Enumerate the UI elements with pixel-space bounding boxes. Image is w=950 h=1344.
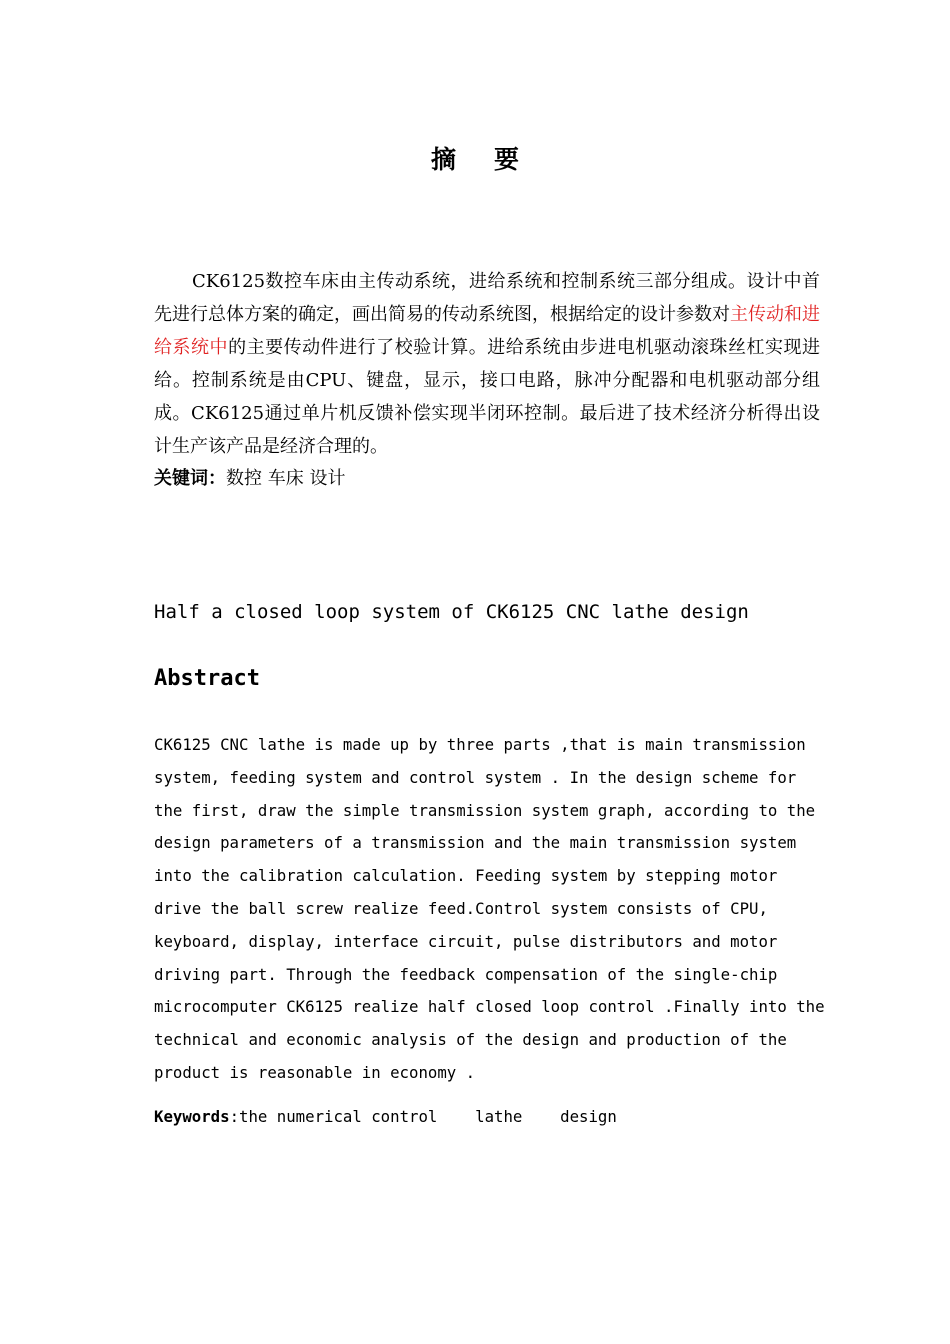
chinese-abstract-paragraph [154,265,820,463]
english-abstract-paragraph: CK6125 CNC lathe is made up by three parts ,that is main transmission system, feeding system and control system . In the design scheme for the first, draw the simple transmission system graph, according to the design parameters of a transmission and the main transmission system into the calibration calculation. Feeding system by stepping motor drive the ball screw realize feed.Control system consists of CPU, keyboard, display, interface circuit, pulse distributors and motor driving part. Through the feedback compensation of the single-chip microcomputer CK6125 realize half closed loop control .Finally into the technical and economic analysis of the design and production of the product is reasonable in economy . [154,735,825,1082]
english-title: Half a closed loop system of CK6125 CNC lathe design [154,601,749,623]
chinese-abstract-text-part1: CK6125数控车床由主传动系统，进给系统和控制系统三部分组成。设计中首先进行总体方案的确定，画出简易的传动系统图，根据给定的设计参数对 [154,271,820,325]
chinese-keywords-text: 数控 车床 设计 [226,468,346,489]
english-keywords [154,1102,826,1132]
chinese-keywords-label: 关键词： [154,468,226,489]
english-keywords-text: :the numerical control lathe design [229,1107,617,1126]
chinese-abstract-highlight: 主传动和进给系统中 [154,304,820,358]
chinese-keywords [154,462,820,495]
english-keywords-label: Keywords [154,1107,230,1126]
chinese-abstract-text-part2: 的主要传动件进行了校验计算。进给系统由步进电机驱动滚珠丝杠实现进给。控制系统是由CPU、键盘，显示，接口电路，脉冲分配器和电机驱动部分组成。CK6125通过单片机反馈补偿实现半闭环控制。最后进了技术经济分析得出设计生产该产品是经济合理的。 [154,337,821,457]
chinese-abstract-title: 摘要 [430,145,557,174]
english-abstract-heading: Abstract [154,666,260,691]
